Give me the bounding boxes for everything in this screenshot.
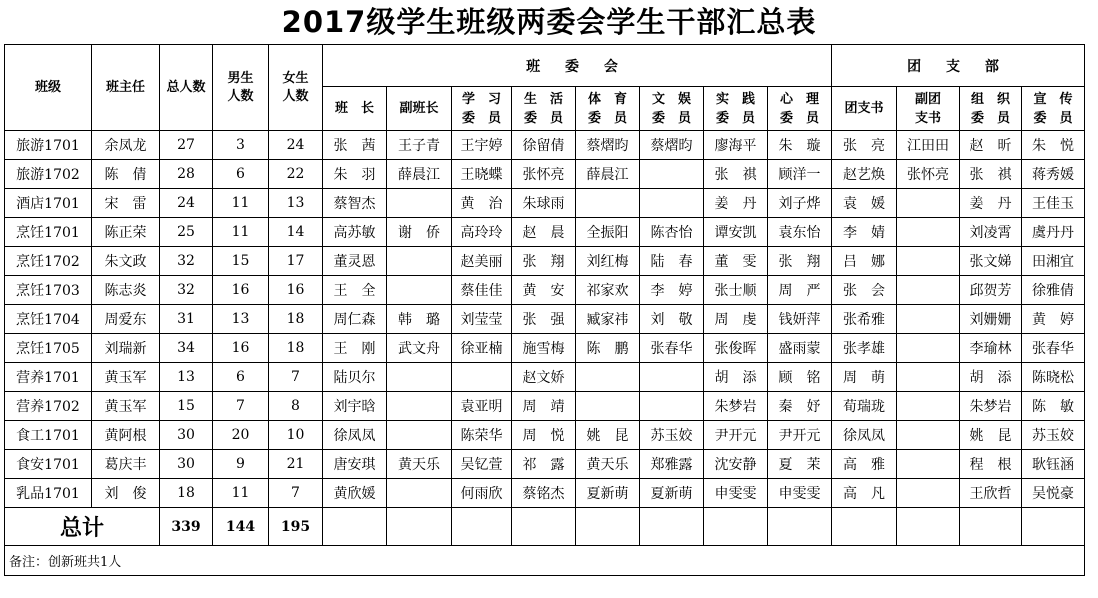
officer-cell: [897, 479, 960, 508]
officer-cell: 钱妍萍: [768, 305, 832, 334]
teacher-cell: 刘 俊: [92, 479, 160, 508]
officer-cell: 张 祺: [960, 160, 1022, 189]
officer-cell: [576, 392, 640, 421]
officer-cell: 张孝雄: [832, 334, 897, 363]
officer-cell: 蔡熠昀: [640, 131, 704, 160]
officer-cell: 赵艺焕: [832, 160, 897, 189]
officer-cell: 秦 妤: [768, 392, 832, 421]
officer-cell: 黄 婷: [1022, 305, 1085, 334]
header-position: 体 育 委 员: [576, 87, 640, 131]
header-male: 男生 人数: [213, 45, 269, 131]
teacher-cell: 朱文政: [92, 247, 160, 276]
header-position: 文 娱 委 员: [640, 87, 704, 131]
officer-cell: 李 婧: [832, 218, 897, 247]
female-cell: 17: [269, 247, 323, 276]
empty-cell: [576, 508, 640, 546]
officer-cell: 王 全: [323, 276, 387, 305]
class-cell: 食工1701: [5, 421, 92, 450]
total-cell: 30: [160, 450, 213, 479]
teacher-cell: 宋 雷: [92, 189, 160, 218]
header-position: 宣 传 委 员: [1022, 87, 1085, 131]
male-cell: 16: [213, 334, 269, 363]
male-cell: 3: [213, 131, 269, 160]
officer-cell: [387, 189, 452, 218]
male-cell: 11: [213, 479, 269, 508]
female-cell: 16: [269, 276, 323, 305]
officer-cell: 张希雅: [832, 305, 897, 334]
table-row: [5, 392, 1085, 421]
officer-cell: 周 虔: [704, 305, 768, 334]
officer-cell: 张怀亮: [897, 160, 960, 189]
officer-cell: [897, 189, 960, 218]
officer-cell: 田湘宜: [1022, 247, 1085, 276]
officer-cell: 王 刚: [323, 334, 387, 363]
officer-cell: 夏新萌: [576, 479, 640, 508]
officer-cell: 薛晨江: [576, 160, 640, 189]
officer-cell: 朱球雨: [512, 189, 576, 218]
female-cell: 24: [269, 131, 323, 160]
officer-cell: [387, 276, 452, 305]
officer-cell: 陆贝尔: [323, 363, 387, 392]
teacher-cell: 黄玉军: [92, 392, 160, 421]
officer-cell: 周仁森: [323, 305, 387, 334]
empty-cell: [832, 508, 897, 546]
officer-cell: 苏玉姣: [640, 421, 704, 450]
officer-cell: 赵 晨: [512, 218, 576, 247]
officer-cell: 周 严: [768, 276, 832, 305]
class-cell: 营养1702: [5, 392, 92, 421]
officer-cell: 尹开元: [704, 421, 768, 450]
officer-cell: 袁东怡: [768, 218, 832, 247]
empty-cell: [640, 508, 704, 546]
officer-cell: 蔡铭杰: [512, 479, 576, 508]
female-cell: 13: [269, 189, 323, 218]
officer-cell: 朱 璇: [768, 131, 832, 160]
class-cell: 酒店1701: [5, 189, 92, 218]
officer-cell: 申雯雯: [704, 479, 768, 508]
officer-cell: 张士顺: [704, 276, 768, 305]
table-row: [5, 160, 1085, 189]
officer-cell: 李 婷: [640, 276, 704, 305]
officer-cell: 高 凡: [832, 479, 897, 508]
officer-cell: [576, 363, 640, 392]
officer-cell: [387, 363, 452, 392]
class-cell: 烹饪1703: [5, 276, 92, 305]
empty-cell: [512, 508, 576, 546]
officer-cell: 蔡熠昀: [576, 131, 640, 160]
female-cell: 22: [269, 160, 323, 189]
officer-cell: 苏玉姣: [1022, 421, 1085, 450]
total-cell: 13: [160, 363, 213, 392]
table-row: [5, 363, 1085, 392]
table-row: [5, 334, 1085, 363]
total-cell: 15: [160, 392, 213, 421]
officer-cell: 刘莹莹: [452, 305, 512, 334]
officer-cell: 申雯雯: [768, 479, 832, 508]
officer-cell: 尹开元: [768, 421, 832, 450]
officer-cell: 黄天乐: [576, 450, 640, 479]
totals-label: 总计: [5, 508, 160, 546]
header-position: 学 习 委 员: [452, 87, 512, 131]
officer-cell: 王欣哲: [960, 479, 1022, 508]
officer-cell: 武文舟: [387, 334, 452, 363]
table-row: [5, 189, 1085, 218]
officer-cell: 姜 丹: [704, 189, 768, 218]
officer-cell: 周 悦: [512, 421, 576, 450]
officer-cell: 董灵恩: [323, 247, 387, 276]
header-total: 总人数: [160, 45, 213, 131]
table-row: [5, 479, 1085, 508]
officer-cell: [387, 421, 452, 450]
empty-cell: [768, 508, 832, 546]
class-cell: 烹饪1701: [5, 218, 92, 247]
class-cell: 烹饪1704: [5, 305, 92, 334]
note-text: 备注：创新班共1人: [5, 546, 1085, 576]
officer-cell: [387, 247, 452, 276]
total-cell: 28: [160, 160, 213, 189]
officer-cell: 廖海平: [704, 131, 768, 160]
officer-cell: 黄欣媛: [323, 479, 387, 508]
totals-row: [5, 508, 1085, 546]
female-cell: 7: [269, 363, 323, 392]
officer-cell: 张怀亮: [512, 160, 576, 189]
total-cell: 32: [160, 247, 213, 276]
empty-cell: [960, 508, 1022, 546]
officer-cell: 陈荣华: [452, 421, 512, 450]
officer-cell: 沈安静: [704, 450, 768, 479]
officer-cell: 夏新萌: [640, 479, 704, 508]
empty-cell: [323, 508, 387, 546]
officer-cell: 高苏敏: [323, 218, 387, 247]
female-cell: 18: [269, 334, 323, 363]
officer-cell: 荀瑞珑: [832, 392, 897, 421]
total-cell: 24: [160, 189, 213, 218]
officer-cell: 盛雨蒙: [768, 334, 832, 363]
officer-cell: 张 翔: [768, 247, 832, 276]
officer-cell: 黄 治: [452, 189, 512, 218]
officer-cell: 刘 敬: [640, 305, 704, 334]
empty-cell: [1022, 508, 1085, 546]
officer-cell: 胡 添: [704, 363, 768, 392]
officer-cell: 谭安凯: [704, 218, 768, 247]
total-cell: 18: [160, 479, 213, 508]
table-row: [5, 131, 1085, 160]
officer-cell: [640, 363, 704, 392]
female-cell: 21: [269, 450, 323, 479]
header-position: 生 活 委 员: [512, 87, 576, 131]
officer-cell: 张 翔: [512, 247, 576, 276]
officer-cell: 张文娣: [960, 247, 1022, 276]
total-cell: 30: [160, 421, 213, 450]
male-cell: 11: [213, 189, 269, 218]
table-row: [5, 421, 1085, 450]
officer-cell: 刘宇晗: [323, 392, 387, 421]
officer-cell: 谢 侨: [387, 218, 452, 247]
officer-cell: [452, 363, 512, 392]
male-cell: 7: [213, 392, 269, 421]
officer-cell: 薛晨江: [387, 160, 452, 189]
total-cell: 34: [160, 334, 213, 363]
header-position: 实 践 委 员: [704, 87, 768, 131]
officer-cell: [897, 334, 960, 363]
officer-cell: 袁 媛: [832, 189, 897, 218]
total-cell: 31: [160, 305, 213, 334]
officer-cell: 徐亚楠: [452, 334, 512, 363]
officer-cell: 徐凤凤: [832, 421, 897, 450]
table-row: [5, 276, 1085, 305]
officer-cell: 徐留倩: [512, 131, 576, 160]
header-position: 班 长: [323, 87, 387, 131]
total-cell: 32: [160, 276, 213, 305]
officer-cell: 施雪梅: [512, 334, 576, 363]
officer-cell: 江田田: [897, 131, 960, 160]
male-cell: 11: [213, 218, 269, 247]
officer-cell: 张 亮: [832, 131, 897, 160]
female-cell: 10: [269, 421, 323, 450]
officer-cell: [897, 450, 960, 479]
officer-cell: 虞丹丹: [1022, 218, 1085, 247]
teacher-cell: 周爱东: [92, 305, 160, 334]
officer-cell: 王佳玉: [1022, 189, 1085, 218]
officer-cell: 袁亚明: [452, 392, 512, 421]
teacher-cell: 陈正荣: [92, 218, 160, 247]
empty-cell: [704, 508, 768, 546]
officer-cell: [387, 392, 452, 421]
officer-cell: 张 会: [832, 276, 897, 305]
officer-cell: 董 雯: [704, 247, 768, 276]
female-cell: 8: [269, 392, 323, 421]
officer-cell: 夏 茉: [768, 450, 832, 479]
officer-cell: [897, 421, 960, 450]
officer-cell: [897, 305, 960, 334]
officer-cell: [640, 392, 704, 421]
header-position: 心 理 委 员: [768, 87, 832, 131]
officer-cell: 张春华: [1022, 334, 1085, 363]
officer-cell: 祁家欢: [576, 276, 640, 305]
header-position: 副团 支书: [897, 87, 960, 131]
class-cell: 旅游1701: [5, 131, 92, 160]
class-cell: 食安1701: [5, 450, 92, 479]
table-row: [5, 450, 1085, 479]
empty-cell: [452, 508, 512, 546]
officer-cell: [640, 160, 704, 189]
officer-cell: 韩 璐: [387, 305, 452, 334]
totals-male: 144: [213, 508, 269, 546]
officer-cell: 耿钰涵: [1022, 450, 1085, 479]
officer-cell: 陈杏怡: [640, 218, 704, 247]
officer-cell: 朱 悦: [1022, 131, 1085, 160]
table-row: [5, 247, 1085, 276]
officer-cell: 何雨欣: [452, 479, 512, 508]
officer-cell: 朱 羽: [323, 160, 387, 189]
officer-cell: 刘凌霄: [960, 218, 1022, 247]
header-position: 团支书: [832, 87, 897, 131]
summary-table: [4, 44, 1085, 576]
teacher-cell: 葛庆丰: [92, 450, 160, 479]
header-position: 副班长: [387, 87, 452, 131]
officer-cell: 赵 昕: [960, 131, 1022, 160]
officer-cell: 朱梦岩: [960, 392, 1022, 421]
officer-cell: 程 根: [960, 450, 1022, 479]
officer-cell: 蔡佳佳: [452, 276, 512, 305]
officer-cell: 赵美丽: [452, 247, 512, 276]
header-league-branch: 团 支 部: [832, 45, 1085, 87]
officer-cell: 吴钇萱: [452, 450, 512, 479]
class-cell: 烹饪1702: [5, 247, 92, 276]
officer-cell: 徐雅倩: [1022, 276, 1085, 305]
page-title: 2017级学生班级两委会学生干部汇总表: [281, 5, 817, 39]
officer-cell: 张俊晖: [704, 334, 768, 363]
officer-cell: 姜 丹: [960, 189, 1022, 218]
officer-cell: 徐凤凤: [323, 421, 387, 450]
officer-cell: 张 强: [512, 305, 576, 334]
officer-cell: [897, 276, 960, 305]
officer-cell: 顾洋一: [768, 160, 832, 189]
officer-cell: 祁 露: [512, 450, 576, 479]
teacher-cell: 黄阿根: [92, 421, 160, 450]
officer-cell: 陈 敏: [1022, 392, 1085, 421]
header-female: 女生 人数: [269, 45, 323, 131]
officer-cell: 臧家祎: [576, 305, 640, 334]
officer-cell: [576, 189, 640, 218]
officer-cell: [897, 218, 960, 247]
teacher-cell: 陈志炎: [92, 276, 160, 305]
officer-cell: 黄 安: [512, 276, 576, 305]
officer-cell: 郑雅露: [640, 450, 704, 479]
officer-cell: 吴悦豪: [1022, 479, 1085, 508]
officer-cell: 刘姗姗: [960, 305, 1022, 334]
officer-cell: 陈晓松: [1022, 363, 1085, 392]
male-cell: 13: [213, 305, 269, 334]
header-head-teacher: 班主任: [92, 45, 160, 131]
female-cell: 18: [269, 305, 323, 334]
officer-cell: 刘子烨: [768, 189, 832, 218]
officer-cell: 黄天乐: [387, 450, 452, 479]
officer-cell: 王晓蝶: [452, 160, 512, 189]
header-class: 班级: [5, 45, 92, 131]
total-cell: 27: [160, 131, 213, 160]
officer-cell: 吕 娜: [832, 247, 897, 276]
female-cell: 7: [269, 479, 323, 508]
officer-cell: 胡 添: [960, 363, 1022, 392]
female-cell: 14: [269, 218, 323, 247]
teacher-cell: 黄玉军: [92, 363, 160, 392]
class-cell: 烹饪1705: [5, 334, 92, 363]
male-cell: 15: [213, 247, 269, 276]
officer-cell: [897, 392, 960, 421]
male-cell: 20: [213, 421, 269, 450]
officer-cell: 周 萌: [832, 363, 897, 392]
officer-cell: 张 祺: [704, 160, 768, 189]
officer-cell: 蒋秀媛: [1022, 160, 1085, 189]
totals-female: 195: [269, 508, 323, 546]
officer-cell: [640, 189, 704, 218]
male-cell: 9: [213, 450, 269, 479]
teacher-cell: 余凤龙: [92, 131, 160, 160]
officer-cell: 王宇婷: [452, 131, 512, 160]
officer-cell: 李瑜林: [960, 334, 1022, 363]
class-cell: 旅游1702: [5, 160, 92, 189]
officer-cell: 王子青: [387, 131, 452, 160]
teacher-cell: 刘瑞新: [92, 334, 160, 363]
officer-cell: 高玲玲: [452, 218, 512, 247]
table-row: [5, 218, 1085, 247]
male-cell: 16: [213, 276, 269, 305]
total-cell: 25: [160, 218, 213, 247]
officer-cell: 蔡智杰: [323, 189, 387, 218]
teacher-cell: 陈 倩: [92, 160, 160, 189]
officer-cell: 顾 铭: [768, 363, 832, 392]
officer-cell: 陈 鹏: [576, 334, 640, 363]
totals-total: 339: [160, 508, 213, 546]
officer-cell: 姚 昆: [960, 421, 1022, 450]
empty-cell: [387, 508, 452, 546]
officer-cell: 赵文娇: [512, 363, 576, 392]
class-cell: 营养1701: [5, 363, 92, 392]
empty-cell: [897, 508, 960, 546]
class-cell: 乳品1701: [5, 479, 92, 508]
male-cell: 6: [213, 363, 269, 392]
officer-cell: 全振阳: [576, 218, 640, 247]
officer-cell: 朱梦岩: [704, 392, 768, 421]
officer-cell: [897, 363, 960, 392]
officer-cell: 周 靖: [512, 392, 576, 421]
table-row: [5, 305, 1085, 334]
officer-cell: 刘红梅: [576, 247, 640, 276]
officer-cell: 邱贺芳: [960, 276, 1022, 305]
officer-cell: 张春华: [640, 334, 704, 363]
officer-cell: 张 茜: [323, 131, 387, 160]
officer-cell: [387, 479, 452, 508]
note-row: [5, 546, 1085, 576]
officer-cell: 陆 春: [640, 247, 704, 276]
officer-cell: 唐安琪: [323, 450, 387, 479]
officer-cell: 高 雅: [832, 450, 897, 479]
male-cell: 6: [213, 160, 269, 189]
header-position: 组 织 委 员: [960, 87, 1022, 131]
header-class-committee: 班 委 会: [323, 45, 832, 87]
officer-cell: 姚 昆: [576, 421, 640, 450]
officer-cell: [897, 247, 960, 276]
